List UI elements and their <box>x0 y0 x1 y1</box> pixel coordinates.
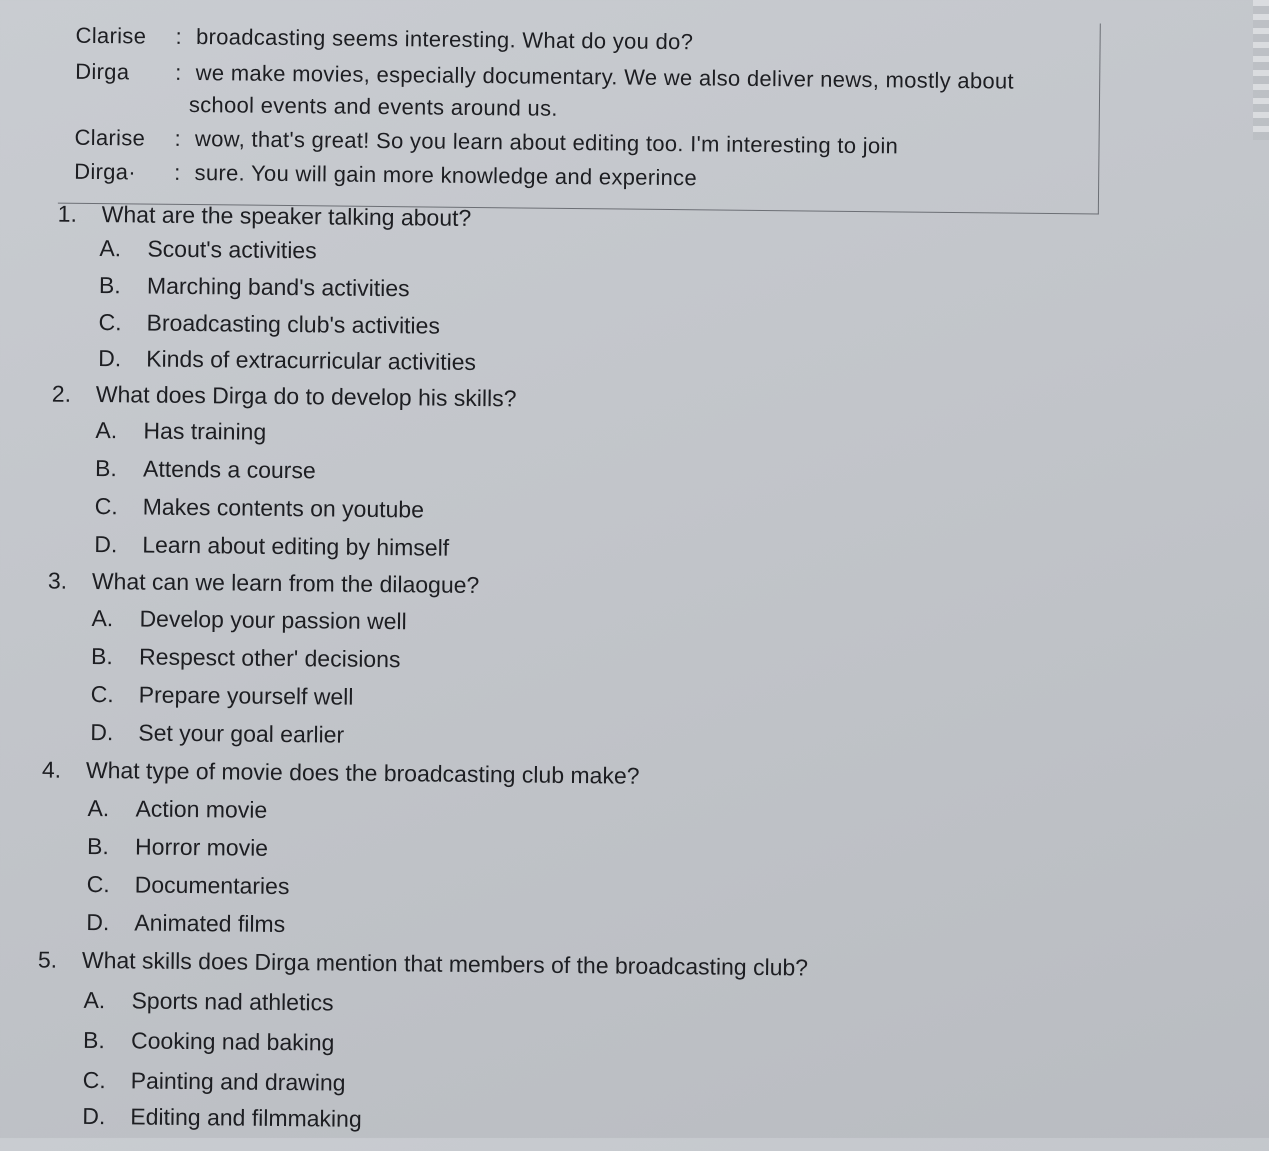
q4-option-a: A. Action movie <box>87 794 268 823</box>
question-number: 3. <box>47 567 68 594</box>
dialogue-text: school events and events around us. <box>188 91 558 121</box>
q2-option-b: B. Attends a course <box>94 455 316 484</box>
q5-option-c: C. Painting and drawing <box>82 1066 346 1096</box>
question-number: 4. <box>41 756 62 783</box>
question-3 <box>48 568 480 600</box>
question-text: What can we learn from the dilaogue? <box>91 567 480 599</box>
question-number: 2. <box>51 380 72 407</box>
dialogue-line-2-cont <box>189 92 558 122</box>
dialogue-text: wow, that's great! So you learn about editing too. I'm interesting to join <box>194 126 899 159</box>
dialogue-text: broadcasting seems interesting. What do you do? <box>195 24 694 55</box>
q1-option-c: C. Broadcasting club's activities <box>98 309 441 339</box>
dialogue-line-3: Clarise : wow, that's great! So you learn about editing too. I'm interesting to join <box>74 124 899 159</box>
speaker-name: Clarise <box>74 124 146 151</box>
question-text: What type of movie does the broadcasting club make? <box>85 756 640 789</box>
q4-option-d: D. Animated films <box>86 908 286 938</box>
q4-option-c: C. Documentaries <box>86 870 290 900</box>
q3-option-a: A. Develop your passion well <box>91 604 407 635</box>
q3-option-b: B. Respesct other' decisions <box>90 642 401 673</box>
question-text: What skills does Dirga mention that members of the broadcasting club? <box>81 946 809 981</box>
dialogue-line-4: Dirga· : sure. You will gain more knowledge and experince <box>74 158 698 191</box>
q1-option-d: D. Kinds of extracurricular activities <box>98 345 477 376</box>
q5-option-b: B. Cooking nad baking <box>82 1026 335 1056</box>
question-1 <box>58 201 472 232</box>
q1-option-a: A. Scout's activities <box>99 235 317 264</box>
dialogue-text: sure. You will gain more knowledge and experince <box>194 160 698 191</box>
question-2 <box>52 381 517 413</box>
question-5 <box>38 946 808 981</box>
question-4 <box>42 756 640 789</box>
speaker-name: Dirga· <box>74 158 137 185</box>
q3-option-c: C. Prepare yourself well <box>90 680 354 710</box>
dialogue-line-2: Dirga : we make movies, especially documentary. We we also deliver news, mostly about <box>75 58 1015 94</box>
dialogue-text: we make movies, especially documentary. We we also deliver news, mostly about <box>195 60 1015 94</box>
question-number: 5. <box>37 946 58 973</box>
q5-option-a: A. Sports nad athletics <box>83 986 334 1016</box>
speaker-name: Dirga <box>75 58 130 85</box>
q1-option-b: B. Marching band's activities <box>98 272 410 302</box>
q5-option-d: D. Editing and filmmaking <box>82 1102 362 1132</box>
q4-option-b: B. Horror movie <box>87 832 269 861</box>
q2-option-d: D. Learn about editing by himself <box>94 531 450 561</box>
speaker-name: Clarise <box>75 22 147 49</box>
page-edge-marks <box>1253 0 1269 140</box>
question-text: What does Dirga do to develop his skills? <box>95 381 517 412</box>
dialogue-line-1: Clarise : broadcasting seems interesting. What do you do? <box>75 22 694 55</box>
q2-option-a: A. Has training <box>95 417 267 445</box>
question-text: What are the speaker talking about? <box>101 201 472 231</box>
question-number: 1. <box>57 200 78 227</box>
q3-option-d: D. Set your goal earlier <box>90 718 345 748</box>
q2-option-c: C. Makes contents on youtube <box>94 493 425 523</box>
